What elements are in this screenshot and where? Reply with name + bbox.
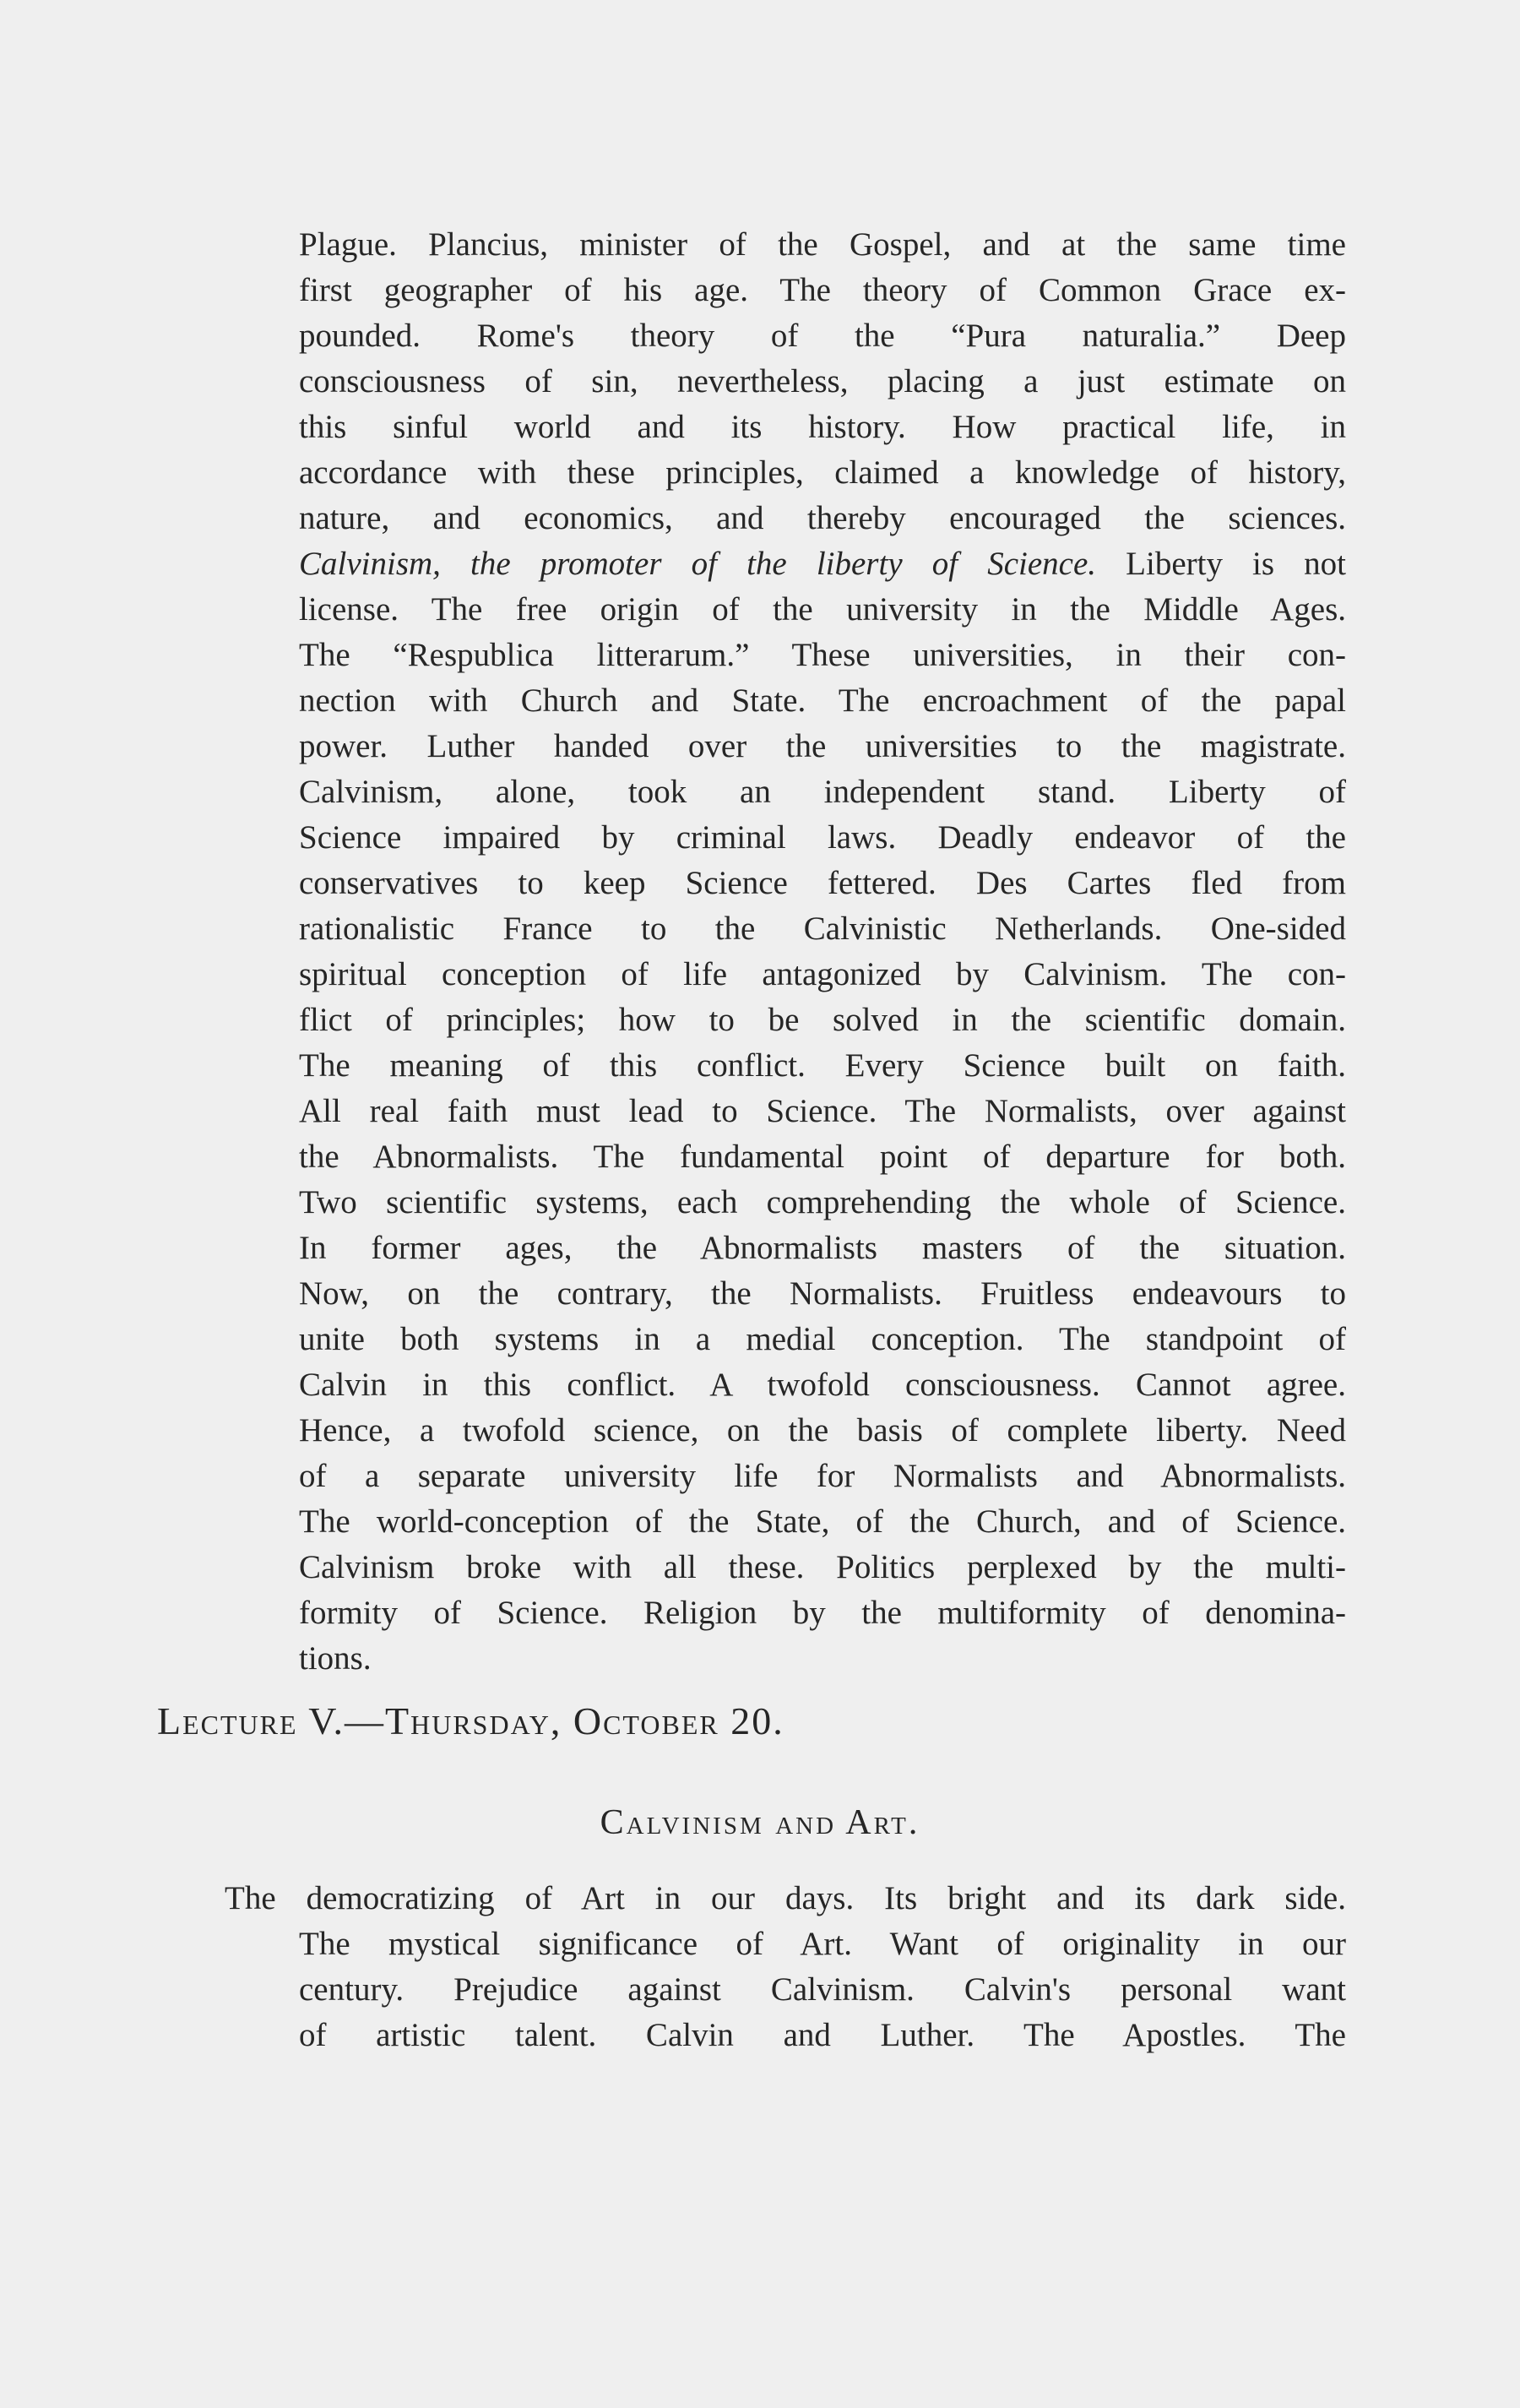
text-line: century. Prejudice against Calvinism. Calvin's personal want xyxy=(299,1971,1346,2008)
text-line: flict of principles; how to be solved in the scientific domain. xyxy=(299,1002,1346,1038)
text-line: The mystical significance of Art. Want of originality in our xyxy=(299,1926,1346,1962)
text-line: Hence, a twofold science, on the basis of complete liberty. Need xyxy=(299,1412,1346,1449)
text-line: the Abnormalists. The fundamental point of departure for both. xyxy=(299,1139,1346,1175)
text-line: The meaning of this conflict. Every Science built on faith. xyxy=(299,1047,1346,1084)
text-line: rationalistic France to the Calvinistic Netherlands. One-sided xyxy=(299,910,1346,947)
text-line: tions. xyxy=(299,1640,372,1677)
text-line: unite both systems in a medial conception. The standpoint of xyxy=(299,1321,1346,1357)
text-fragment: Liberty is not xyxy=(1126,546,1347,582)
text-line: The “Respublica litterarum.” These universities, in their con- xyxy=(299,637,1346,673)
text-line: Now, on the contrary, the Normalists. Fruitless endeavours to xyxy=(299,1275,1346,1312)
text-line: of artistic talent. Calvin and Luther. The Apostles. The xyxy=(299,2017,1346,2053)
text-line: nature, and economics, and thereby encouraged the sciences. xyxy=(299,500,1346,536)
text-line: of a separate university life for Normalists and Abnormalists. xyxy=(299,1458,1346,1494)
text-line: Calvinism broke with all these. Politics perplexed by the multi- xyxy=(299,1549,1346,1585)
text-line: The world-conception of the State, of the Church, and of Science. xyxy=(299,1503,1346,1540)
text-line: this sinful world and its history. How practical life, in xyxy=(299,409,1346,445)
text-line: nection with Church and State. The encroachment of the papal xyxy=(299,682,1346,719)
lecture-heading: Lecture V.—Thursday, October 20. xyxy=(157,1699,784,1742)
text-line: The democratizing of Art in our days. Its bright and its dark side. xyxy=(225,1880,1346,1916)
text-line: accordance with these principles, claimed a knowledge of history, xyxy=(299,454,1346,491)
text-line: license. The free origin of the university in the Middle Ages. xyxy=(299,591,1346,628)
text-line: consciousness of sin, nevertheless, placing a just estimate on xyxy=(299,363,1346,400)
text-line: Calvinism, alone, took an independent stand. Liberty of xyxy=(299,774,1346,810)
lecture-title: Calvinism and Art. xyxy=(600,1803,920,1842)
text-line-italic xyxy=(299,542,1346,586)
italic-phrase: Calvinism, the promoter of the liberty of Science. xyxy=(299,546,1097,582)
text-line: pounded. Rome's theory of the “Pura naturalia.” Deep xyxy=(299,318,1346,354)
text-line: spiritual conception of life antagonized by Calvinism. The con- xyxy=(299,956,1346,992)
text-line: first geographer of his age. The theory of Common Grace ex- xyxy=(299,272,1346,308)
text-line: power. Luther handed over the universities to the magistrate. xyxy=(299,728,1346,764)
text-line: formity of Science. Religion by the multiformity of denomina- xyxy=(299,1595,1346,1631)
text-line: Science impaired by criminal laws. Deadly endeavor of the xyxy=(299,819,1346,856)
text-line: Two scientific systems, each comprehending the whole of Science. xyxy=(299,1184,1346,1220)
text-line: In former ages, the Abnormalists masters of the situation. xyxy=(299,1230,1346,1266)
text-line: conservatives to keep Science fettered. Des Cartes fled from xyxy=(299,865,1346,901)
text-line: Calvin in this conflict. A twofold consciousness. Cannot agree. xyxy=(299,1367,1346,1403)
text-line: Plague. Plancius, minister of the Gospel, and at the same time xyxy=(299,226,1346,263)
text-line: All real faith must lead to Science. The Normalists, over against xyxy=(299,1093,1346,1129)
